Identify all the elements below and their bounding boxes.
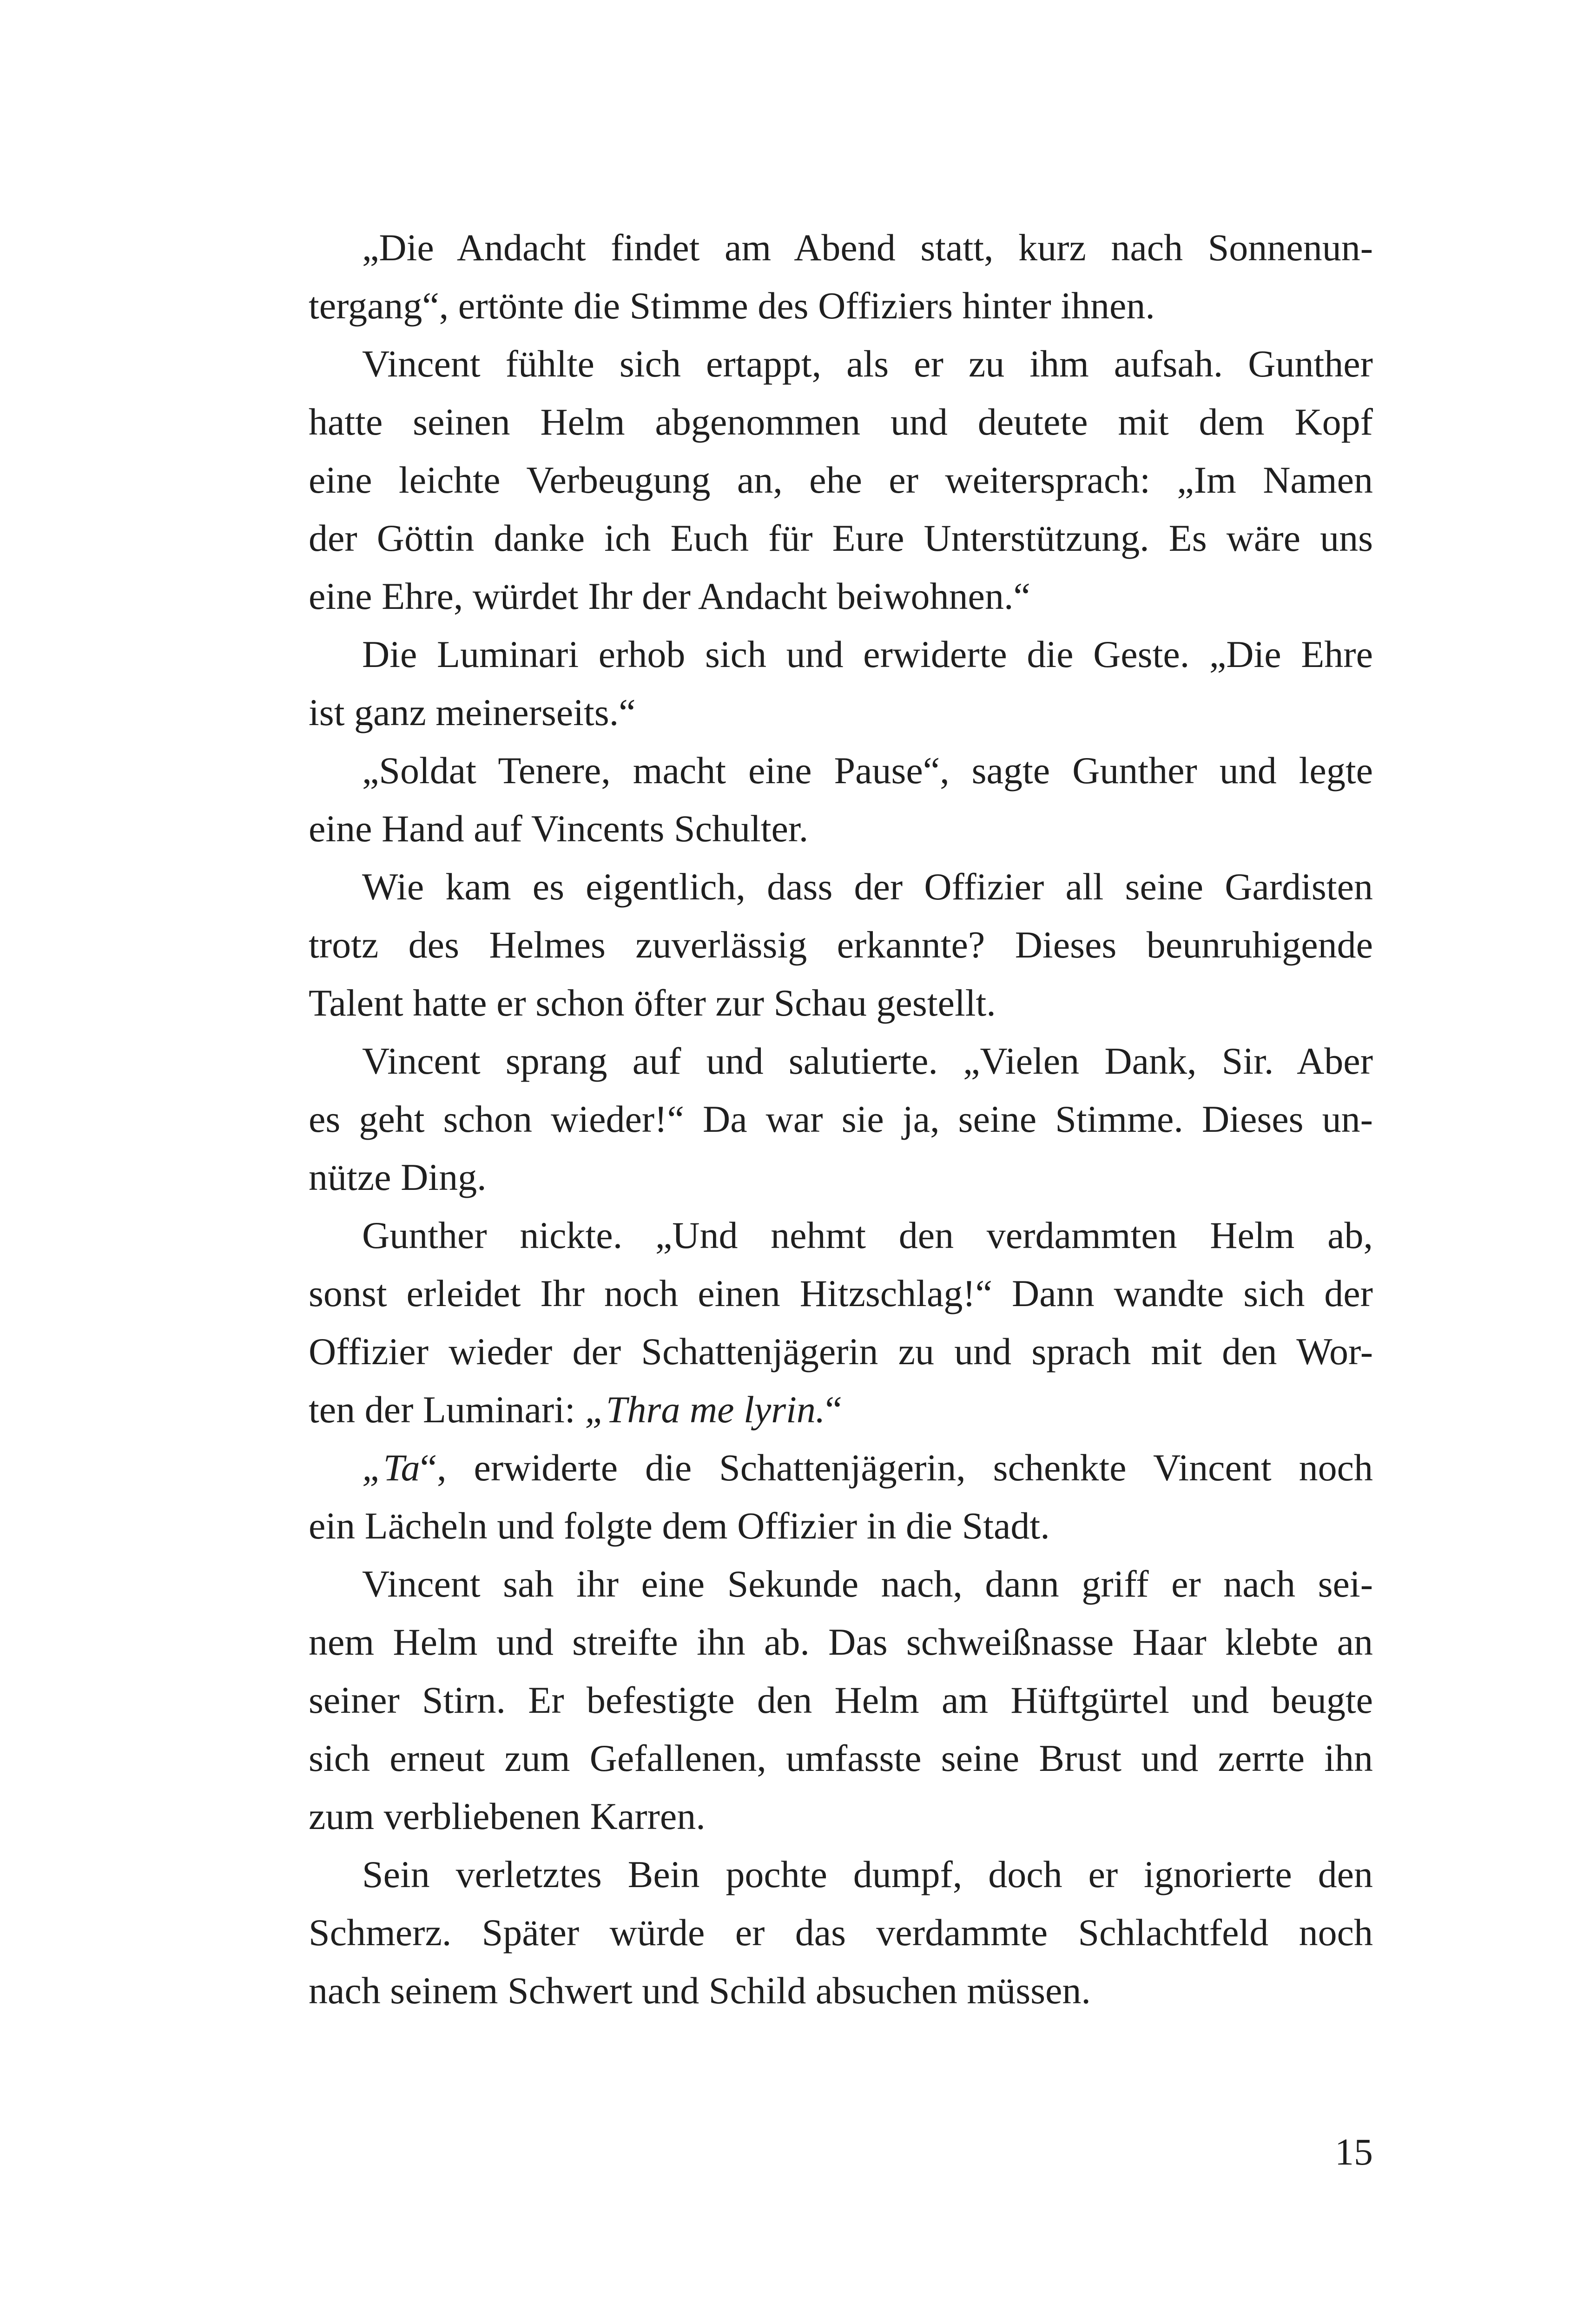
text-line: Vincent fühlte sich ertappt, als er zu ihm aufsah. Gunther — [362, 343, 1373, 385]
text-line: Offizier wieder der Schattenjägerin zu und sprach mit den Wor- — [309, 1330, 1373, 1373]
text-line: zum verbliebenen Karren. — [309, 1795, 706, 1837]
text-line: ein Lächeln und folgte dem Offizier in die Stadt. — [309, 1505, 1050, 1547]
text-run: ten der Luminari: — [309, 1388, 585, 1431]
text-line — [309, 1439, 1373, 1497]
text-line: „Soldat Tenere, macht eine Pause“, sagte Gunther und legte — [362, 749, 1373, 792]
text-line: Sein verletztes Bein pochte dumpf, doch er ignorierte den — [362, 1853, 1373, 1895]
text-line: Schmerz. Später würde er das verdammte Schlachtfeld noch — [309, 1911, 1373, 1954]
text-line: „Die Andacht findet am Abend statt, kurz nach Sonnenun- — [362, 226, 1373, 269]
text-line — [309, 1380, 1373, 1439]
text-line: eine Hand auf Vincents Schulter. — [309, 807, 809, 850]
text-line: sich erneut zum Gefallenen, umfasste seine Brust und zerrte ihn — [309, 1737, 1373, 1779]
italic-quote: „Ta — [362, 1446, 420, 1489]
text-line: tergang“, ertönte die Stimme des Offiziers hinter ihnen. — [309, 284, 1155, 327]
text-run: “ — [825, 1388, 842, 1431]
text-line: nem Helm und streifte ihn ab. Das schweißnasse Haar klebte an — [309, 1621, 1373, 1663]
text-line: Talent hatte er schon öfter zur Schau gestellt. — [309, 982, 996, 1024]
text-line: nach seinem Schwert und Schild absuchen müssen. — [309, 1969, 1091, 2012]
text-line: eine leichte Verbeugung an, ehe er weitersprach: „Im Namen — [309, 459, 1373, 501]
text-line: Die Luminari erhob sich und erwiderte die Geste. „Die Ehre — [362, 633, 1373, 675]
text-line: nütze Ding. — [309, 1156, 487, 1198]
body-text — [309, 218, 1373, 2020]
text-line: ist ganz meinerseits.“ — [309, 691, 636, 733]
text-line: hatte seinen Helm abgenommen und deutete mit dem Kopf — [309, 401, 1373, 443]
text-line: Wie kam es eigentlich, dass der Offizier all seine Gardisten — [362, 865, 1373, 908]
page-number: 15 — [1335, 2131, 1373, 2173]
text-line: sonst erleidet Ihr noch einen Hitzschlag!“ Dann wandte sich der — [309, 1272, 1373, 1314]
text-run: “, erwiderte die Schattenjägerin, schenkte Vincent noch — [420, 1446, 1373, 1489]
text-line: trotz des Helmes zuverlässig erkannte? Dieses beunruhigende — [309, 924, 1373, 966]
italic-quote: „Thra me lyrin. — [585, 1388, 825, 1431]
text-line: seiner Stirn. Er befestigte den Helm am Hüftgürtel und beugte — [309, 1679, 1373, 1721]
text-line: der Göttin danke ich Euch für Eure Unterstützung. Es wäre uns — [309, 517, 1373, 559]
text-line: Vincent sah ihr eine Sekunde nach, dann griff er nach sei- — [362, 1563, 1373, 1605]
text-line: es geht schon wieder!“ Da war sie ja, seine Stimme. Dieses un- — [309, 1098, 1373, 1140]
text-line: Vincent sprang auf und salutierte. „Vielen Dank, Sir. Aber — [362, 1040, 1373, 1082]
text-line: Gunther nickte. „Und nehmt den verdammten Helm ab, — [362, 1214, 1373, 1256]
text-line: eine Ehre, würdet Ihr der Andacht beiwohnen.“ — [309, 575, 1030, 617]
